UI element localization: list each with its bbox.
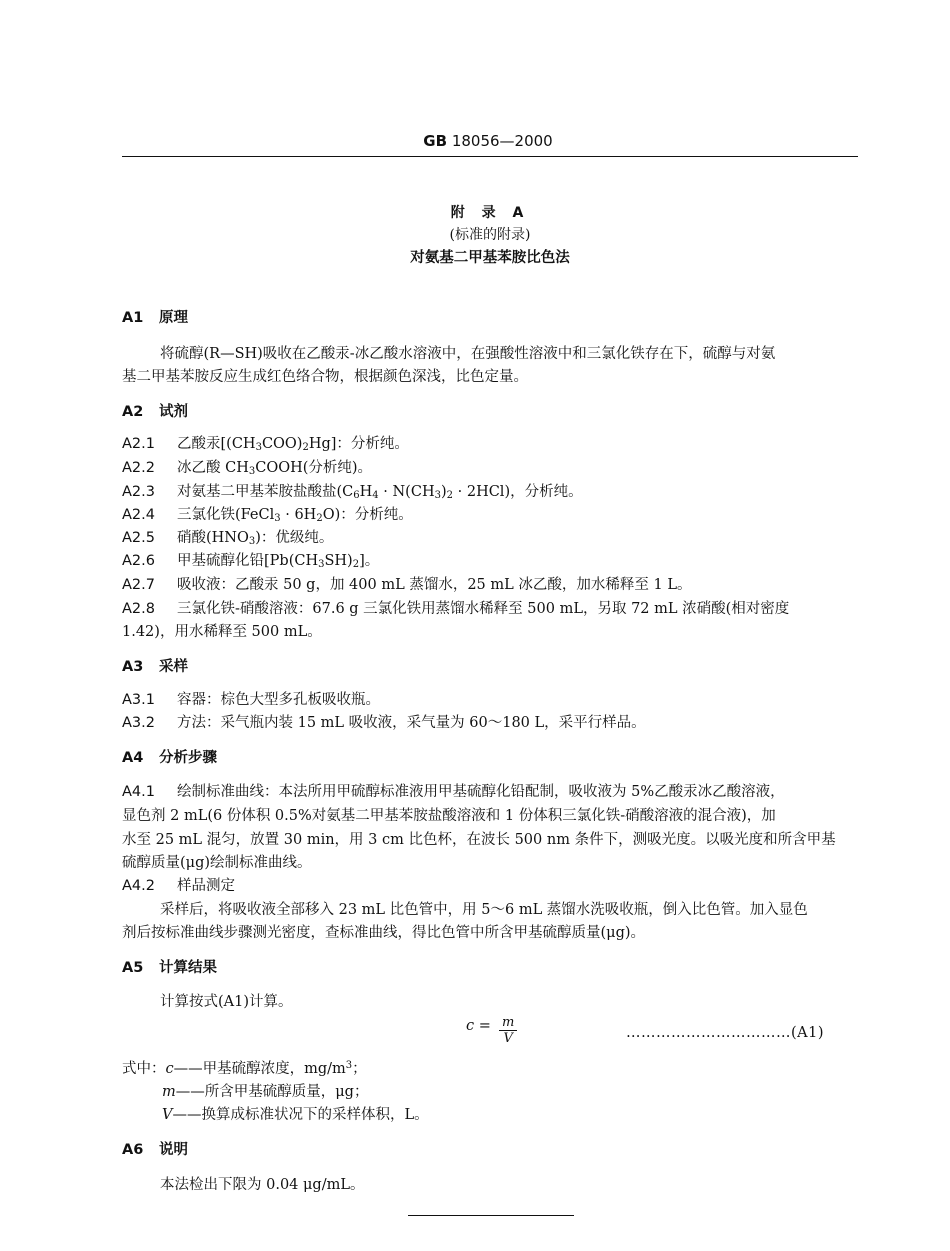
reagent-item: A2.5 硝酸$(HNO_3)$：优级纯。	[122, 530, 334, 547]
section-title: 分析步骤	[159, 750, 217, 766]
footer-rule	[408, 1215, 574, 1216]
reagent-item: A2.3 对氨基二甲基苯胺盐酸盐$(C_6H_4 \cdot N(CH_3)_2 \cdot 2HCl)$，分析纯。	[122, 484, 583, 501]
a41-line-2: 显色剂 2 mL(6 份体积 0.5%对氨基二甲基苯胺盐酸溶液和 1 份体积三氯化铁-硝酸溶液的混合液)，加	[122, 808, 776, 824]
reagent-item: A2.2 冰乙酸 $CH_3COOH$(分析纯)。	[122, 460, 373, 477]
equation-number: ……………………………(A1)	[626, 1025, 825, 1041]
formula-fraction	[499, 1016, 517, 1046]
sampling-item: A3.2 方法：采气瓶内装 15 mL 吸收液，采气量为 60～180 L，采平行样品。	[122, 715, 646, 731]
section-number: A2	[122, 404, 144, 420]
a42-heading: A4.2 样品测定	[122, 878, 235, 894]
a42-line-1: 采样后，将吸收液全部移入 23 mL 比色管中，用 5～6 mL 蒸馏水洗吸收瓶，倒入比色管。加入显色	[160, 902, 808, 918]
standard-code	[0, 132, 950, 150]
section-number: A1	[122, 310, 144, 326]
formula-denominator: V	[503, 1031, 513, 1046]
reagent-item: A2.8 三氯化铁-硝酸溶液：67.6 g 三氯化铁用蒸馏水稀释至 500 mL，另取 72 mL 浓硝酸(相对密度	[122, 601, 790, 617]
reagent-item: A2.6 甲基硫醇化铅$[Pb(CH_3SH)_2]$。	[122, 553, 380, 570]
a6-body: 本法检出下限为 0.04 μg/mL。	[160, 1177, 365, 1193]
section-heading-a6	[122, 1138, 188, 1159]
a1-body-line-1: 将硫醇(R—SH)吸收在乙酸汞-冰乙酸水溶液中，在强酸性溶液中和三氯化铁存在下，硫醇与对氨	[160, 346, 776, 362]
appendix-subtitle: (标准的附录)	[449, 227, 531, 243]
section-number: A6	[122, 1142, 144, 1158]
section-title: 采样	[159, 659, 188, 675]
reagent-item: A2.4 三氯化铁(FeCl$_3$ · $6H_2O$)：分析纯。	[122, 507, 413, 524]
standard-prefix: GB	[423, 132, 448, 150]
section-number: A3	[122, 659, 144, 675]
appendix-title: 附 录 A	[450, 205, 530, 221]
section-heading-a4	[122, 746, 217, 767]
variable-definition: V——换算成标准状况下的采样体积，L。	[162, 1107, 429, 1123]
section-heading-a2	[122, 400, 188, 421]
variable-definition: m——所含甲基硫醇质量，μg；	[162, 1084, 369, 1100]
section-title: 计算结果	[159, 960, 217, 976]
section-title: 原理	[159, 310, 188, 326]
section-number: A4	[122, 750, 144, 766]
a1-body-line-2: 基二甲基苯胺反应生成红色络合物，根据颜色深浅，比色定量。	[122, 369, 528, 385]
formula-lhs: c =	[466, 1018, 491, 1034]
reagent-item: A2.7 吸收液：乙酸汞 50 g，加 400 mL 蒸馏水，25 mL 冰乙酸，加水稀释至 1 L。	[122, 577, 692, 593]
section-number: A5	[122, 960, 144, 976]
method-title: 对氨基二甲基苯胺比色法	[410, 250, 570, 266]
variable-definition: 式中：c——甲基硫醇浓度，$mg/m^3$；	[122, 1060, 367, 1077]
header-rule	[122, 156, 858, 157]
reagent-item-continuation: 1.42)，用水稀释至 500 mL。	[122, 624, 322, 640]
section-heading-a5	[122, 956, 217, 977]
formula-numerator: m	[499, 1016, 517, 1031]
a41-line-3: 水至 25 mL 混匀，放置 30 min，用 3 cm 比色杯，在波长 500 nm 条件下，测吸光度。以吸光度和所含甲基	[122, 832, 836, 848]
section-title: 试剂	[159, 404, 188, 420]
reagent-item: A2.1 乙酸汞$[(CH_3COO)_2Hg]$：分析纯。	[122, 436, 409, 453]
section-heading-a3	[122, 655, 188, 676]
a41-line-4: 硫醇质量(μg)绘制标准曲线。	[122, 855, 312, 871]
a41-line-1: A4.1 绘制标准曲线：本法所用甲硫醇标准液用甲基硫醇化铅配制，吸收液为 5%乙酸汞冰乙酸溶液，	[122, 784, 785, 800]
standard-number: 18056—2000	[451, 132, 553, 150]
section-title: 说明	[159, 1142, 188, 1158]
a42-line-2: 剂后按标准曲线步骤测光密度，查标准曲线，得比色管中所含甲基硫醇质量(μg)。	[122, 925, 646, 941]
a5-intro: 计算按式(A1)计算。	[160, 994, 293, 1010]
section-heading-a1	[122, 306, 188, 327]
sampling-item: A3.1 容器：棕色大型多孔板吸收瓶。	[122, 692, 380, 708]
